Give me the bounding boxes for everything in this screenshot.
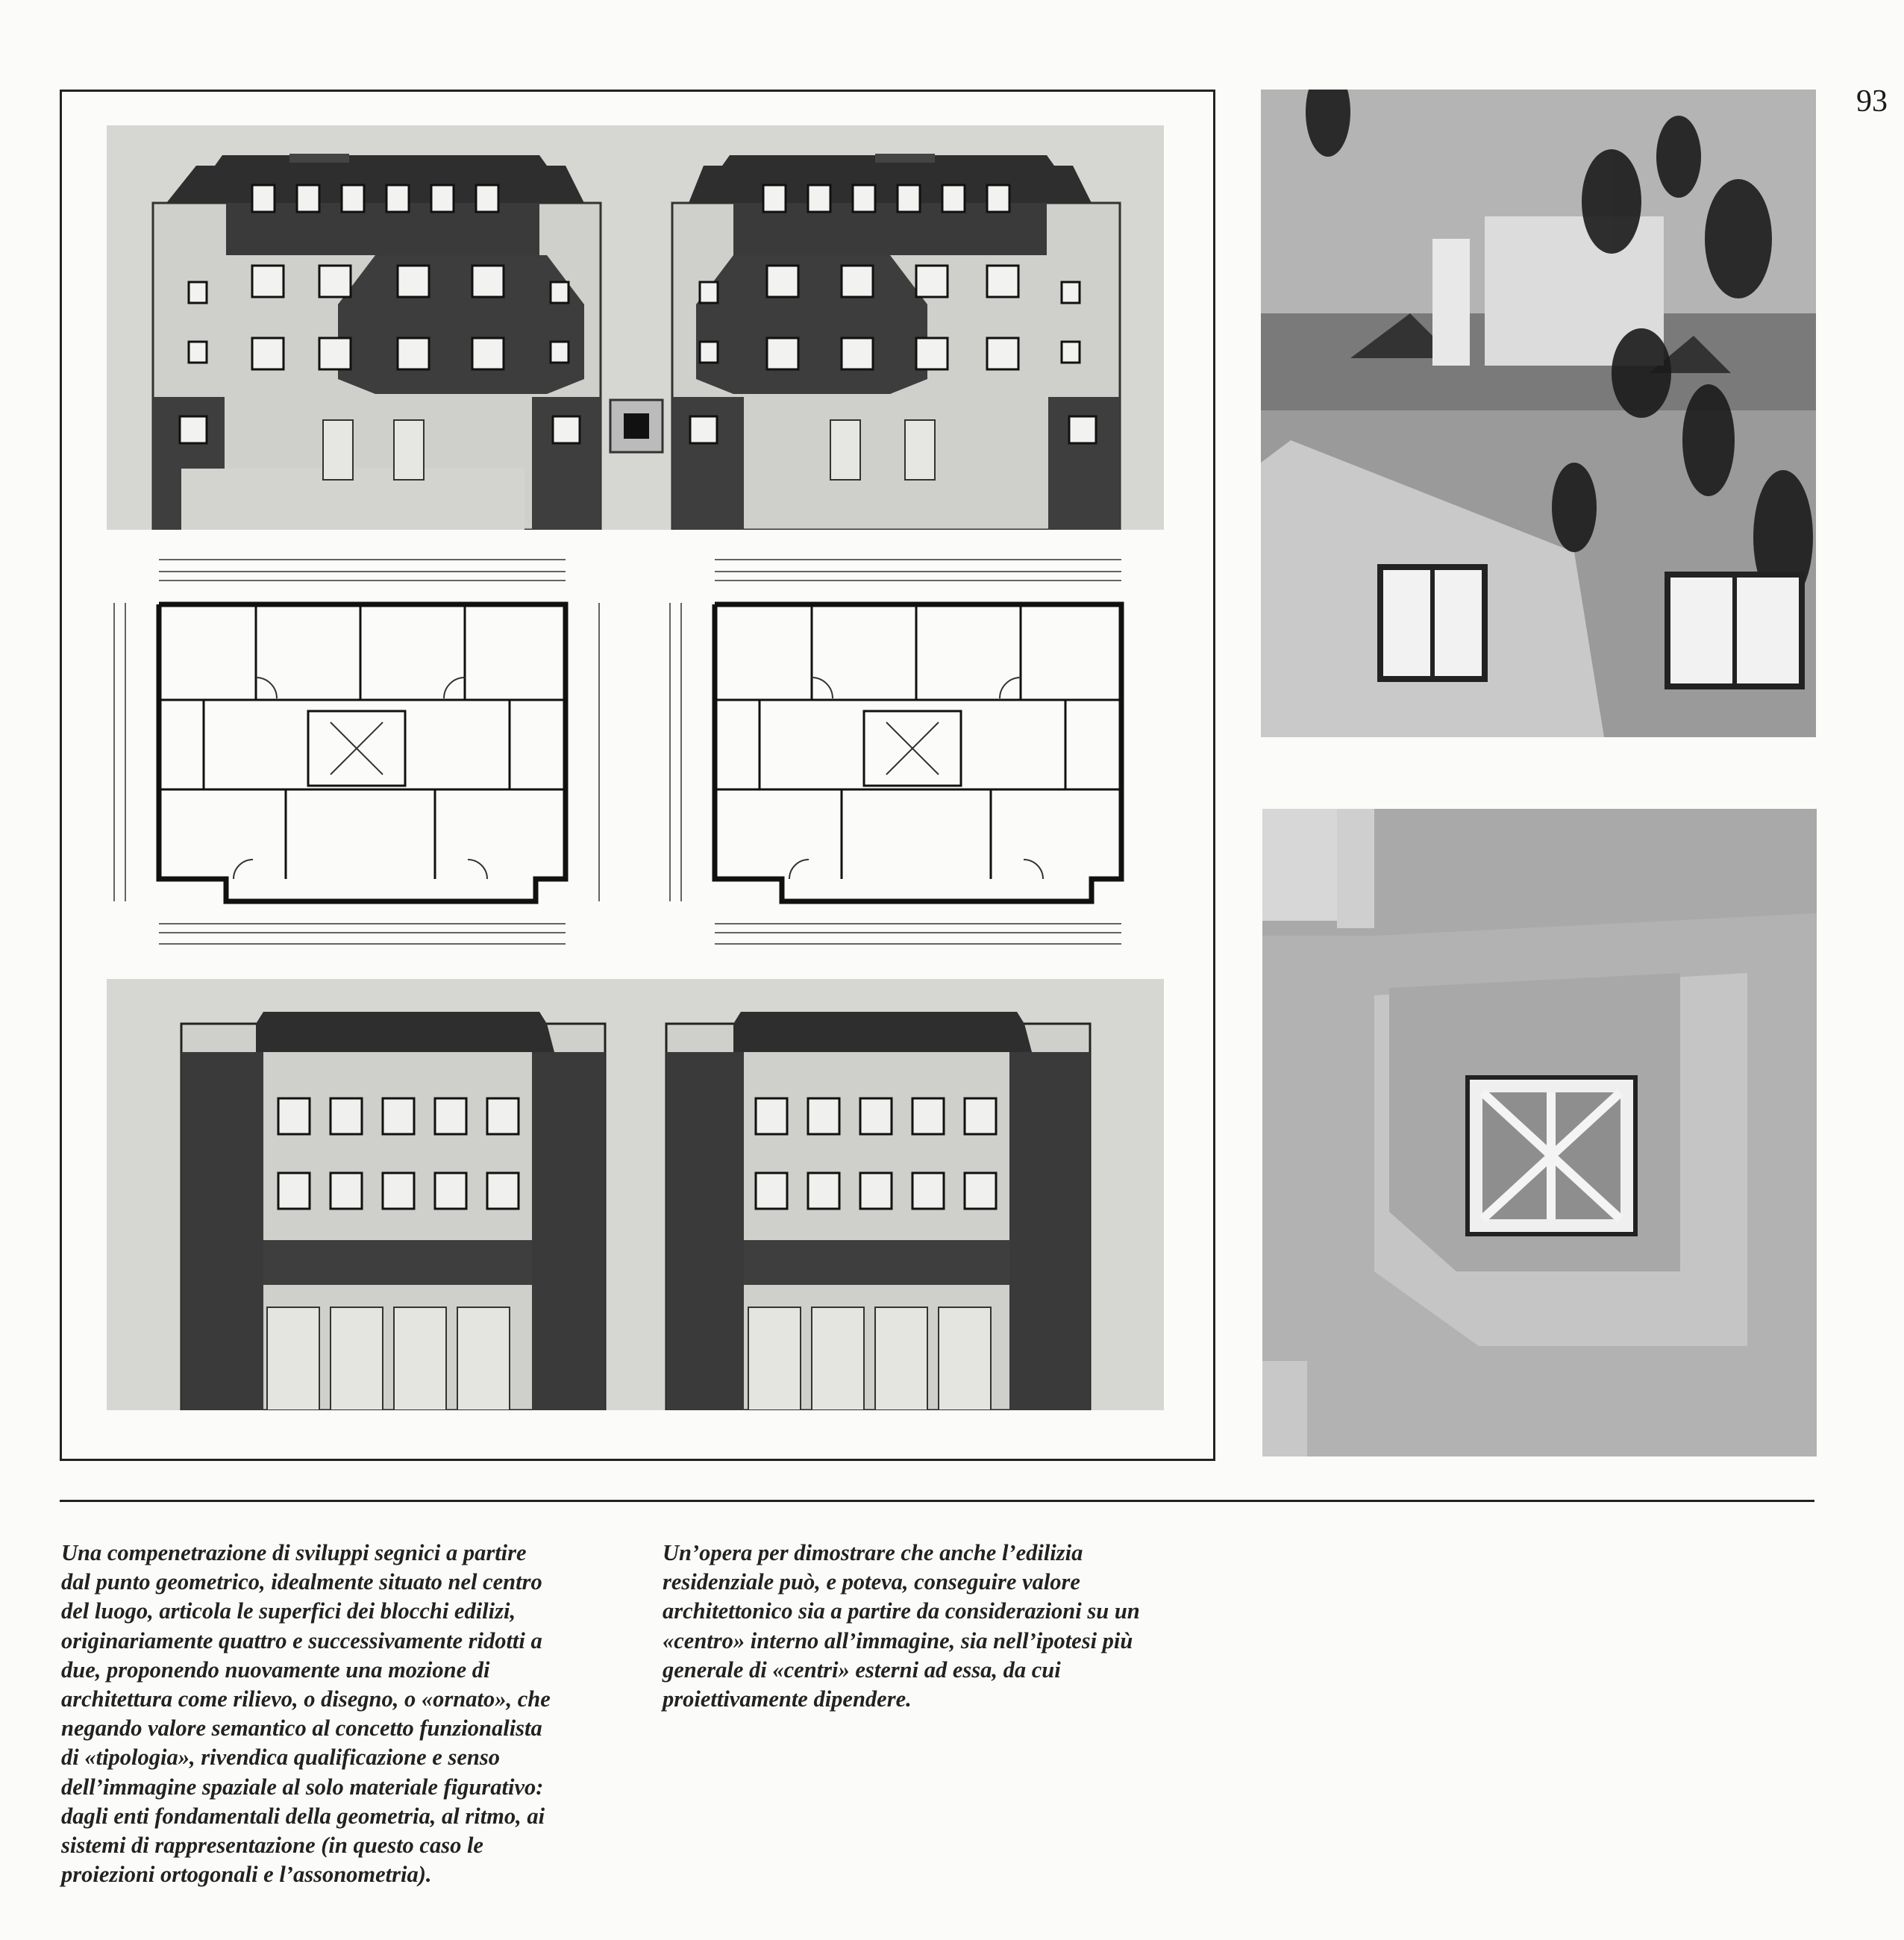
caption-left-line: dagli enti fondamentali della geometria, al ritmo, ai bbox=[61, 1803, 545, 1829]
caption-right-line: «centro» interno all’immagine, sia nell’ipotesi più bbox=[663, 1627, 1133, 1653]
photo-rooftop bbox=[1261, 90, 1816, 737]
caption-left-line: due, proponendo nuovamente una mozione di bbox=[61, 1656, 490, 1683]
elevation-top-block-right bbox=[672, 154, 1120, 530]
floor-plan-right bbox=[663, 551, 1170, 954]
caption-right bbox=[663, 1539, 1140, 1714]
caption-left-line: originariamente quattro e successivamente ridotti a bbox=[61, 1627, 542, 1653]
photo-window bbox=[1262, 809, 1817, 1456]
caption-left-line: di «tipologia», rivendica qualificazione e senso bbox=[61, 1745, 500, 1771]
caption-right-line: generale di «centri» esterni ad essa, da cui bbox=[663, 1656, 1061, 1683]
caption-left-line: architettura come rilievo, o disegno, o «ornato», che bbox=[61, 1686, 551, 1712]
caption-left-line: Una compenetrazione di sviluppi segnici a partire bbox=[61, 1540, 527, 1565]
elevation-top bbox=[107, 125, 1164, 530]
caption-left-line: negando valore semantico al concetto funzionalista bbox=[61, 1715, 542, 1742]
caption-right-line: architettonico sia a partire da considerazioni su un bbox=[663, 1598, 1140, 1624]
caption-right-line: Un’opera per dimostrare che anche l’edilizia bbox=[663, 1540, 1083, 1565]
caption-left-line: dell’immagine spaziale al solo materiale figurativo: bbox=[61, 1774, 544, 1800]
caption-left-line: proiezioni ortogonali e l’assonometria). bbox=[61, 1862, 432, 1888]
page-number: 93 bbox=[1856, 84, 1888, 119]
caption-left-line: dal punto geometrico, idealmente situato nel centro bbox=[61, 1569, 542, 1595]
caption-left bbox=[61, 1539, 551, 1889]
caption-left-line: sistemi di rappresentazione (in questo caso le bbox=[61, 1833, 483, 1859]
caption-right-line: residenziale può, e poteva, conseguire valore bbox=[663, 1569, 1080, 1595]
divider-rule bbox=[60, 1500, 1814, 1502]
elevation-bottom bbox=[107, 979, 1164, 1410]
caption-left-line: del luogo, articola le superfici dei blocchi edilizi, bbox=[61, 1598, 516, 1624]
caption-right-line: proiettivamente dipendere. bbox=[663, 1686, 912, 1712]
floor-plan-left bbox=[107, 551, 614, 954]
elevation-top-block-left bbox=[153, 154, 601, 530]
